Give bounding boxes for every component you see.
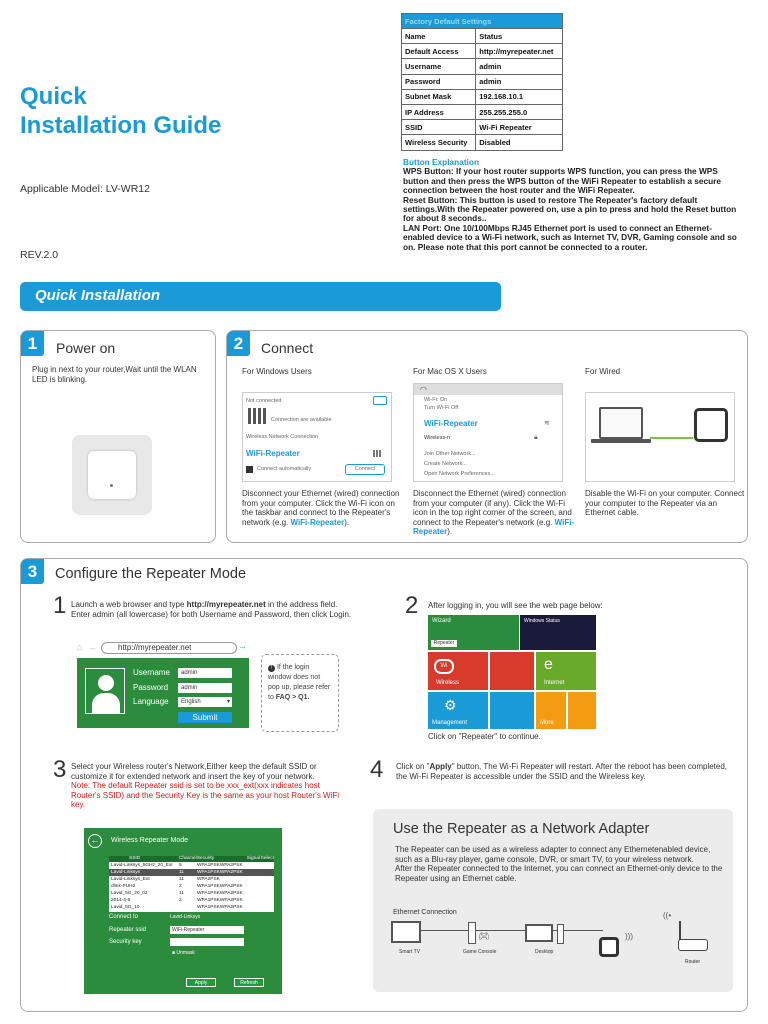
step2-number: 2 [227, 331, 250, 356]
default-settings-table [401, 13, 563, 151]
row-channel: 5 [179, 863, 182, 868]
gear-icon: ⚙ [444, 697, 457, 713]
substep1-text-b: in the address field. Enter admin (all lowercase) for both Username and Password, then click Login. [71, 600, 352, 619]
connections-available-label: Connection are available [271, 417, 332, 423]
lock-icon: 🔒︎ [534, 434, 538, 441]
signal-icon [373, 450, 383, 457]
repeater-device-image [72, 435, 152, 515]
not-connected-label: Not connected [246, 398, 282, 404]
username-field[interactable]: admin [178, 668, 232, 678]
substep4-text [396, 762, 736, 781]
language-label: Language [133, 697, 169, 706]
network-table [109, 856, 274, 912]
table-row[interactable] [109, 904, 274, 911]
row-security: WPA1PSKWPA2PSK [197, 863, 243, 868]
row-security: WPA2PSK [197, 877, 220, 882]
adapter-text [395, 845, 725, 883]
row-name: Username [402, 59, 476, 74]
windows-text: Disconnect your Ethernet (wired) connection from your computer. Click the Wi-Fi icon on the taskbar and connect to the Repeater's network (e.g. [242, 489, 400, 527]
substep1-url: http://myrepeater.net [186, 600, 266, 609]
windows-instructions [242, 489, 404, 527]
user-avatar-icon [85, 668, 125, 714]
time-tile [568, 692, 596, 729]
wps-label: WPS Button: [403, 166, 454, 177]
row-security: WPA1PSKWPA2PSK [197, 891, 243, 896]
row-security: WPA1PSKWPA2PSK [197, 898, 243, 903]
more-label: More [540, 720, 554, 726]
row-ssid: Lavid-Linksys [111, 870, 141, 875]
reset-label: Reset Button: [403, 194, 458, 205]
mac-menubar [414, 384, 562, 395]
substep4-text-a: Click on " [396, 762, 430, 771]
internet-tile[interactable] [536, 652, 596, 690]
substep4-number: 4 [370, 756, 384, 783]
substep3-text [71, 762, 341, 810]
wired-illustration [585, 392, 735, 482]
row-status: 255.255.255.0 [476, 104, 563, 119]
row-status: Disabled [476, 135, 563, 150]
table-row [402, 120, 563, 135]
substep4-apply: Apply [429, 762, 452, 771]
row-name: Password [402, 74, 476, 89]
join-other-network[interactable]: Join Other Network... [424, 451, 476, 457]
home-icon[interactable]: ⌂ [77, 642, 83, 652]
go-arrow-icon[interactable]: → [238, 641, 247, 651]
col-signal: Signal [246, 856, 261, 861]
table-row [402, 59, 563, 74]
adapter-paragraph-1: The Repeater can be used as a wireless adapter to connect any Ethernetenabled device, such as a Blu-ray player, game console, DVR, or smart TV, to your wireless network. [395, 845, 711, 864]
row-channel: 2 [179, 884, 182, 889]
ie-icon: e [544, 656, 553, 673]
repeater-icon [694, 408, 728, 442]
back-icon[interactable]: ← [88, 834, 102, 848]
router-label: Router [685, 959, 701, 965]
button-explanation [403, 158, 743, 252]
substep1-text [71, 600, 356, 619]
login-window [77, 640, 249, 728]
laptop-icon [599, 407, 643, 439]
chevron-down-icon: ▾ [226, 699, 230, 705]
table-row[interactable] [109, 890, 274, 897]
step2-panel [226, 330, 748, 543]
lan-text: One 10/100Mbps RJ45 Ethernet port is used to connect an Ethernet-enabled device to a Wi-Fi network, such as Internet TV, DVR, Gaming console and so on. Please note that this port cannot be connected to a router. [403, 222, 737, 252]
table-head-name: Name [402, 29, 476, 44]
windows-ssid-ref: WiFi-Repeater [290, 517, 345, 527]
table-row[interactable] [109, 876, 274, 883]
signal-bars-icon [248, 408, 268, 424]
table-row [402, 44, 563, 59]
repeater-mode-title: Wireless Repeater Mode [111, 837, 189, 844]
login-note [261, 654, 339, 732]
password-label: Password [133, 683, 169, 692]
step1-title: Power on [56, 340, 116, 356]
wired-instructions: Disable the Wi-Fi on your computer. Connect your computer to the Repeater via an Ethernet cable. [585, 489, 745, 518]
dashboard-screenshot [428, 615, 634, 729]
unmask-label: Unmask [176, 950, 195, 956]
other-network[interactable]: Wireless-n [424, 435, 450, 441]
note-text: If the login window does not pop up, please refer to [268, 664, 331, 701]
row-status: Wi-Fi Repeater [476, 120, 563, 135]
table-row[interactable] [109, 883, 274, 890]
ethernet-connection-label: Ethernet Connection [393, 909, 457, 916]
mac-users-heading: For Mac OS X Users [413, 367, 487, 376]
table-row [402, 74, 563, 89]
repeater-ssid-input[interactable]: WiFi-Repeater [170, 926, 244, 934]
security-key-label: Security key [109, 939, 142, 945]
row-security: WPA1PSKWPA2PSK [197, 905, 243, 910]
connect-button[interactable]: Connect [345, 464, 385, 475]
row-channel: 11 [179, 870, 184, 875]
repeater-icon [599, 937, 619, 957]
open-network-preferences[interactable]: Open Network Preferences... [424, 471, 495, 477]
table-row-selected[interactable] [109, 869, 274, 876]
row-ssid: Lavid_5G_10 [111, 905, 140, 910]
language-select[interactable] [178, 697, 232, 707]
repeater-mode-window [84, 828, 282, 994]
step1-text: Plug in next to your router,Wait until the WLAN LED is blinking. [32, 365, 197, 384]
adapter-paragraph-2: After the Repeater connected to the Internet, you can connect an Ethernet-only device to the Repeater using an Ethernet cable. [395, 864, 723, 883]
substep1-text-a: Launch a web browser and type [71, 600, 187, 609]
row-ssid: Lavid-Linksys_Ext [111, 877, 150, 882]
info-icon: ! [268, 665, 275, 672]
row-security: WPA1PSKWPA2PSK [197, 870, 243, 875]
mac-wifi-menu [413, 383, 563, 482]
col-security: Security [196, 856, 215, 861]
col-channel: Channel [178, 856, 197, 861]
router-icon [678, 939, 708, 951]
substep3-number: 3 [53, 756, 67, 783]
reset-text: This button is used to restore The Repeater's factory default settings.With the Repeater powered on, use a pin to press and hold the Reset button for about 8 seconds.. [403, 194, 737, 224]
quick-installation-bar: Quick Installation [20, 282, 501, 311]
refresh-icon[interactable] [373, 396, 387, 405]
unmask-checkbox[interactable]: ■ Unmask [172, 950, 195, 956]
router-waves-icon: ((• [663, 911, 672, 920]
connect-to-value: Lavid-Linksys [170, 914, 201, 920]
repeater-button[interactable]: Repeater [431, 640, 457, 647]
col-ssid: SSID [129, 856, 141, 861]
desktop-icon [525, 924, 553, 942]
wireless-waves-icon: ))) [625, 932, 633, 941]
checkbox-icon[interactable] [246, 466, 253, 473]
step3-number: 3 [21, 559, 44, 584]
laptop-base-icon [591, 439, 651, 443]
row-name: Subnet Mask [402, 89, 476, 104]
ethernet-line [413, 930, 603, 931]
wireless-label: Wireless [436, 680, 460, 686]
table-row [402, 104, 563, 119]
row-name: IP Address [402, 104, 476, 119]
table-row[interactable] [109, 862, 274, 869]
lan-label: LAN Port: [403, 222, 442, 233]
login-form [77, 658, 249, 728]
revision-text: REV.2.0 [20, 249, 59, 261]
apply-button[interactable]: Apply [186, 978, 216, 987]
table-head-status: Status [476, 29, 563, 44]
table-row [402, 89, 563, 104]
step3-title: Configure the Repeater Mode [55, 566, 247, 582]
row-name: Default Access [402, 44, 476, 59]
back-icon[interactable]: ← [89, 643, 97, 652]
substep3-note: Note: The default Repeater ssid is set to be xxx_ext(xxx indicates host Router's SSID) and the Security Key is the same as your host Router's WiFi key. [71, 781, 340, 810]
status-title: Windows Status [524, 618, 560, 624]
game-console-icon [468, 922, 476, 944]
submit-button[interactable]: Submit [178, 712, 232, 723]
management-label: Management [432, 720, 468, 726]
row-security: WPA1PSKWPA2PSK [197, 884, 243, 889]
adapter-title: Use the Repeater as a Network Adapter [393, 821, 650, 837]
button-explanation-heading: Button Explanation [403, 157, 480, 167]
substep1-number: 1 [53, 592, 67, 619]
row-status: admin [476, 59, 563, 74]
address-bar[interactable]: http://myrepeater.net [101, 642, 237, 654]
password-field[interactable]: admin [178, 683, 232, 693]
row-channel: 11 [179, 891, 184, 896]
wizard-tile[interactable] [428, 615, 519, 650]
substep3-description: Select your Wireless router's Network,Either keep the default SSID or customize it for extended network and insert the key of your network. [71, 762, 317, 781]
mac-ssid[interactable]: WiFi-Repeater [424, 419, 478, 428]
connect-to-label: Connect to [109, 914, 139, 920]
title-line-2: Installation Guide [20, 112, 222, 139]
page-title [20, 82, 221, 140]
connect-auto-label: Connect automatically [257, 466, 312, 472]
management-info-tile [490, 692, 534, 729]
management-tile[interactable] [428, 692, 488, 729]
mac-text: Disconnect the Ethernet (wired) connection from your computer (if any). Click the Wi-Fi icon in the top right corner of the screen, and connect to the Repeater's network (e.g. [413, 489, 572, 527]
game-console-label: Game Console [463, 949, 497, 955]
row-ssid: Lavid-Linksys_5GHz_20_Ext [111, 863, 173, 868]
turn-wifi-off[interactable]: Turn Wi-Fi Off [424, 405, 459, 411]
wireless-network-connection-label: Wireless Network Connection [246, 434, 319, 440]
default-settings-heading: Factory Default Settings [402, 14, 563, 29]
windows-wifi-panel [242, 392, 392, 482]
wifi-signal-icon: ≋ [544, 420, 550, 427]
model-text: Applicable Model: LV-WR12 [20, 183, 150, 195]
wireless-info-tile [490, 652, 534, 690]
wireless-tile[interactable] [428, 652, 488, 690]
language-value: English [181, 699, 201, 705]
row-status: http://myrepeater.net [476, 44, 563, 59]
windows-ssid[interactable]: WiFi-Repeater [246, 449, 300, 458]
row-channel: 2 [179, 898, 182, 903]
row-ssid: 2014-4-9 [111, 898, 131, 903]
avatar-head [98, 675, 114, 691]
gamepad-icon: 🎮︎ [478, 931, 490, 941]
step2-title: Connect [261, 340, 314, 356]
username-label: Username [133, 668, 170, 677]
network-adapter-section [373, 809, 733, 992]
substep2-caption: Click on "Repeater" to continue. [428, 732, 541, 741]
more-tile[interactable] [536, 692, 566, 729]
router-antenna-icon [679, 921, 681, 940]
table-row [402, 135, 563, 150]
mac-ssid-ref: WiFi-Repeater [413, 517, 575, 537]
col-select: Select [260, 856, 275, 861]
row-status: admin [476, 74, 563, 89]
smart-tv-icon [391, 921, 421, 943]
step1-number: 1 [21, 331, 44, 356]
row-ssid: Lavid_5G_20_02 [111, 891, 148, 896]
desktop-label: Desktop [535, 949, 554, 955]
desktop-tower-icon [557, 924, 564, 944]
repeater-device [88, 451, 136, 499]
mac-instructions [413, 489, 575, 537]
wifi-icon[interactable]: ◠ [420, 385, 427, 394]
repeater-ssid-label: Repeater ssid [109, 927, 147, 933]
led-indicator [110, 484, 113, 487]
table-row[interactable] [109, 897, 274, 904]
row-channel [179, 904, 197, 911]
ethernet-cable-icon [650, 437, 693, 439]
security-key-input[interactable] [170, 938, 244, 946]
wired-heading: For Wired [585, 367, 621, 376]
substep2-text: After logging in, you will see the web page below: [428, 601, 603, 610]
wifi-tile-icon: Wi [434, 659, 454, 674]
status-tile [520, 615, 596, 650]
note-faq: FAQ > Q1. [275, 694, 310, 701]
row-ssid: dlink-PUH2 [111, 884, 136, 889]
mac-text-end: ). [447, 527, 453, 537]
substep2-number: 2 [405, 592, 419, 619]
avatar-body [92, 693, 120, 713]
step1-panel [20, 330, 216, 543]
row-status: 192.168.10.1 [476, 89, 563, 104]
title-line-1: Quick [20, 83, 87, 110]
create-network[interactable]: Create Network... [424, 461, 467, 467]
substep4-text-b: " button, The Wi-Fi Repeater will restart. After the reboot has been completed, the Wi-Fi Repeater is accessible under the SSID and the Wireless key. [396, 762, 728, 781]
windows-text-end: ). [344, 517, 350, 527]
windows-users-heading: For Windows Users [242, 367, 312, 376]
refresh-button[interactable]: Refresh [234, 978, 264, 987]
wps-text: If your host router supports WPS function, you can press the WPS button and then press the WPS button of the WiFi Repeater to establish a secure connection between the host router and the WiFi Repeater. [403, 166, 722, 196]
wifi-on-label: Wi-Fi: On [424, 397, 448, 403]
row-channel: 11 [179, 877, 184, 882]
smart-tv-label: Smart TV [399, 949, 421, 955]
wizard-label: Wizard [432, 618, 451, 624]
row-name: Wireless Security [402, 135, 476, 150]
row-name: SSID [402, 120, 476, 135]
internet-label: Internet [544, 680, 565, 686]
